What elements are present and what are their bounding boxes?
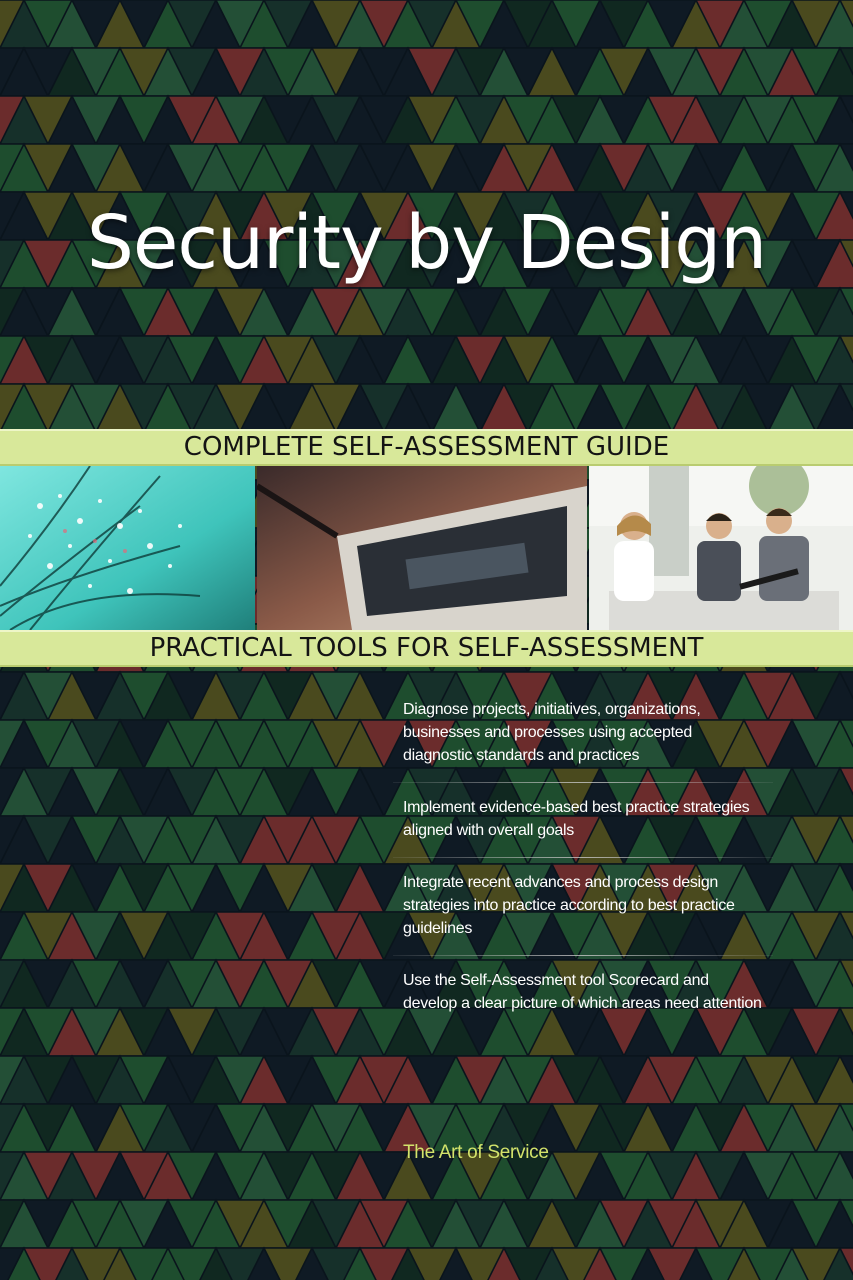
business-meeting-photo [589, 466, 853, 630]
photo-strip [0, 466, 853, 630]
book-title: Security by Design [86, 200, 767, 286]
divider [393, 782, 773, 783]
laptop-screen-photo [257, 466, 587, 630]
divider [393, 857, 773, 858]
feature-item: Diagnose projects, initiatives, organizations, businesses and processes using accepted diagnostic standards and practices [403, 701, 701, 764]
dandelion-dew-photo [0, 466, 255, 630]
feature-item: Use the Self-Assessment tool Scorecard and develop a clear picture of which areas need attention [403, 972, 762, 1012]
divider [393, 955, 773, 956]
publisher-name: The Art of Service [403, 1142, 549, 1163]
subtitle-band-bottom: PRACTICAL TOOLS FOR SELF-ASSESSMENT [0, 630, 853, 667]
subtitle-band-top: COMPLETE SELF-ASSESSMENT GUIDE [0, 429, 853, 466]
feature-list [393, 690, 773, 1025]
feature-item: Implement evidence-based best practice strategies aligned with overall goals [403, 799, 750, 839]
feature-item: Integrate recent advances and process design strategies into practice according to best practice guidelines [403, 874, 735, 937]
